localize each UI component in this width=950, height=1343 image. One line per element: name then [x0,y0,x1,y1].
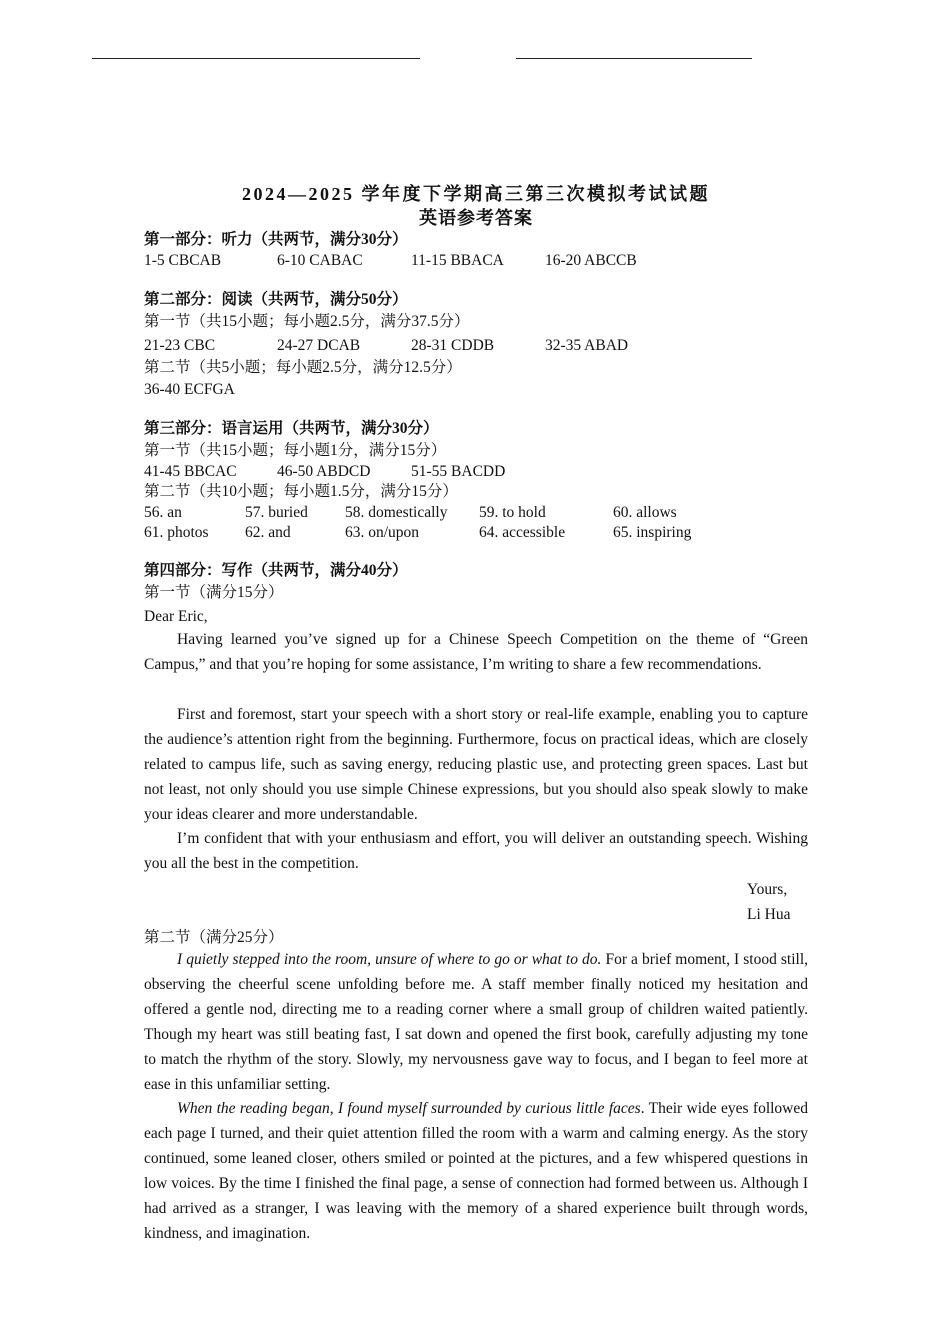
answer-group: 36-40 ECFGA [144,381,235,398]
part4-heading: 第四部分：写作（共两节，满分40分） [144,562,408,579]
letter-paragraph: First and foremost, start your speech with a short story or real-life example, enabling you to capture the audience’s attention right from the beginning. Furthermore, focus on practical ideas, which are closely related to campus life, such as saving energy, reducing plastic use, and protecting green spaces. Last but not least, not only should you use simple Chinese expressions, but you should also speak slowly to make your ideas clearer and more understandable. [144,706,808,823]
letter-paragraph: Having learned you’ve signed up for a Chinese Speech Competition on the theme of “Green Campus,” and that you’re hoping for some assistance, I’m writing to share a few recommendations. [144,631,808,673]
blank-answer: 64. accessible [479,524,566,541]
story-given-opening: I quietly stepped into the room, unsure of where to go or what to do. [177,951,602,968]
part3-sec1-heading: 第一节（共15小题；每小题1分，满分15分） [144,442,447,459]
answer-group: 28-31 CDDB [411,337,495,354]
part2-sec1-heading: 第一节（共15小题；每小题2.5分，满分37.5分） [144,313,470,330]
part1-heading: 第一部分：听力（共两节，满分30分） [144,231,408,248]
letter-signature: Li Hua [747,906,791,923]
letter-paragraph: I’m confident that with your enthusiasm and effort, you will deliver an outstanding speech. Wishing you all the best in the competition. [144,830,808,872]
header-rule-left [92,58,420,59]
blank-answer: 63. on/upon [345,524,420,541]
blank-answer: 61. photos [144,524,209,541]
story-paragraph [144,1097,808,1246]
blank-answer: 56. an [144,504,182,521]
answer-group: 1-5 CBCAB [144,252,222,269]
answer-group: 6-10 CABAC [277,252,363,269]
part3-heading: 第三部分：语言运用（共两节，满分30分） [144,420,439,437]
story-paragraph [144,948,808,1097]
letter-closing: Yours, [747,881,788,898]
answer-group: 32-35 ABAD [545,337,629,354]
answer-group: 24-27 DCAB [277,337,361,354]
answer-group: 46-50 ABDCD [277,463,371,480]
header-rule-right [516,58,752,59]
answer-group: 11-15 BBACA [411,252,504,269]
part4-sec2-heading: 第二节（满分25分） [144,929,284,946]
blank-answer: 58. domestically [345,504,448,521]
story-continuation: . Their wide eyes followed each page I turned, and their quiet attention filled the room with a warm and calming energy. As the story continued, some leaned closer, others smiled or pointed at the pictures, and a few whispered questions in low voices. By the time I finished the final page, a sense of connection had formed between us. Although I had arrived as a stranger, I was leaving with the memory of a shared experience built through words, kindness, and imagination. [144,1100,809,1242]
letter-greeting: Dear Eric, [144,608,208,625]
answer-group: 51-55 BACDD [411,463,506,480]
part2-heading: 第二部分：阅读（共两节，满分50分） [144,291,408,308]
blank-answer: 65. inspiring [613,524,692,541]
part2-sec2-heading: 第二节（共5小题；每小题2.5分，满分12.5分） [144,359,462,376]
part3-sec2-heading: 第二节（共10小题；每小题1.5分，满分15分） [144,483,458,500]
blank-answer: 60. allows [613,504,677,521]
blank-answer: 57. buried [245,504,308,521]
answer-group: 16-20 ABCCB [545,252,637,269]
exam-subtitle: 英语参考答案 [419,208,533,228]
answer-group: 21-23 CBC [144,337,216,354]
blank-answer: 59. to hold [479,504,546,521]
story-continuation: For a brief moment, I stood still, observing the cheerful scene unfolding before me. A staff member finally noticed my hesitation and offered a gentle nod, directing me to a reading corner where a small group of children waited patiently. Though my heart was still beating fast, I sat down and opened the first book, carefully adjusting my tone to match the rhythm of the story. Slowly, my nervousness gave way to focus, and I began to feel more at ease in this unfamiliar setting. [144,951,809,1093]
blank-answer: 62. and [245,524,291,541]
answer-group: 41-45 BBCAC [144,463,237,480]
story-given-opening: When the reading began, I found myself surrounded by curious little faces [177,1100,641,1117]
exam-title: 2024—2025 学年度下学期高三第三次模拟考试试题 [242,184,710,204]
part4-sec1-heading: 第一节（满分15分） [144,584,284,601]
